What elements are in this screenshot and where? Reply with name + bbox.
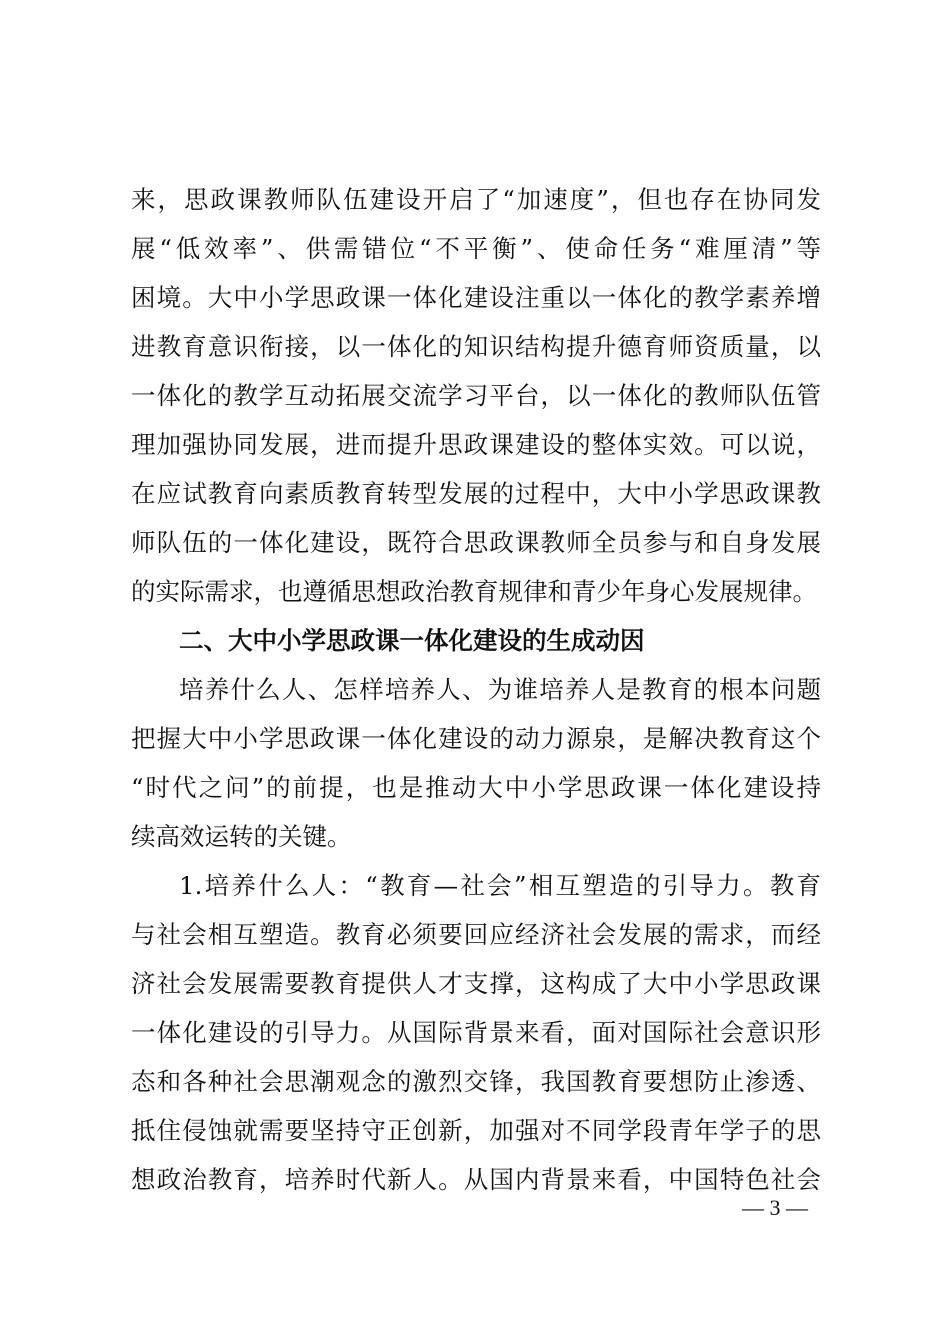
text-line: 与社会相互塑造。教育必须要回应经济社会发展的需求，而经 [131, 920, 821, 949]
text-line: 态和各种社会思潮观念的激烈交锋，我国教育要想防止渗透、 [131, 1067, 821, 1096]
text-line: 一体化建设的引导力。从国际背景来看，面对国际社会意识形 [131, 1018, 821, 1047]
text-line: 在应试教育向素质教育转型发展的过程中，大中小学思政课教 [131, 479, 821, 508]
text-line: 一体化的教学互动拓展交流学习平台，以一体化的教师队伍管 [131, 381, 821, 410]
text-line: 把握大中小学思政课一体化建设的动力源泉，是解决教育这个 [131, 724, 821, 753]
text-line: 续高效运转的关键。 [131, 822, 352, 851]
text-line: 抵住侵蚀就需要坚持守正创新，加强对不同学段青年学子的思 [131, 1116, 821, 1145]
text-line: 困境。大中小学思政课一体化建设注重以一体化的教学素养增 [131, 283, 821, 312]
text-line: 展“低效率”、供需错位“不平衡”、使命任务“难厘清”等 [131, 234, 821, 263]
text-line: “时代之问”的前提，也是推动大中小学思政课一体化建设持 [131, 773, 821, 802]
text-line: 济社会发展需要教育提供人才支撑，这构成了大中小学思政课 [131, 969, 821, 998]
page-number: — 3 — [742, 1195, 808, 1220]
text-line: 进教育意识衔接，以一体化的知识结构提升德育师资质量，以 [131, 332, 821, 361]
section-heading: 二、大中小学思政课一体化建设的生成动因 [179, 626, 645, 655]
text-line: 来，思政课教师队伍建设开启了“加速度”，但也存在协同发 [131, 185, 821, 214]
text-line: 的实际需求，也遵循思想政治教育规律和青少年身心发展规律。 [131, 577, 817, 606]
text-line: 师队伍的一体化建设，既符合思政课教师全员参与和自身发展 [131, 528, 821, 557]
text-line: 想政治教育，培养时代新人。从国内背景来看，中国特色社会 [131, 1165, 821, 1194]
text-line: 理加强协同发展，进而提升思政课建设的整体实效。可以说， [131, 430, 821, 459]
text-line: 1.培养什么人：“教育—社会”相互塑造的引导力。教育 [179, 871, 821, 900]
text-line: 培养什么人、怎样培养人、为谁培养人是教育的根本问题 [179, 675, 821, 704]
